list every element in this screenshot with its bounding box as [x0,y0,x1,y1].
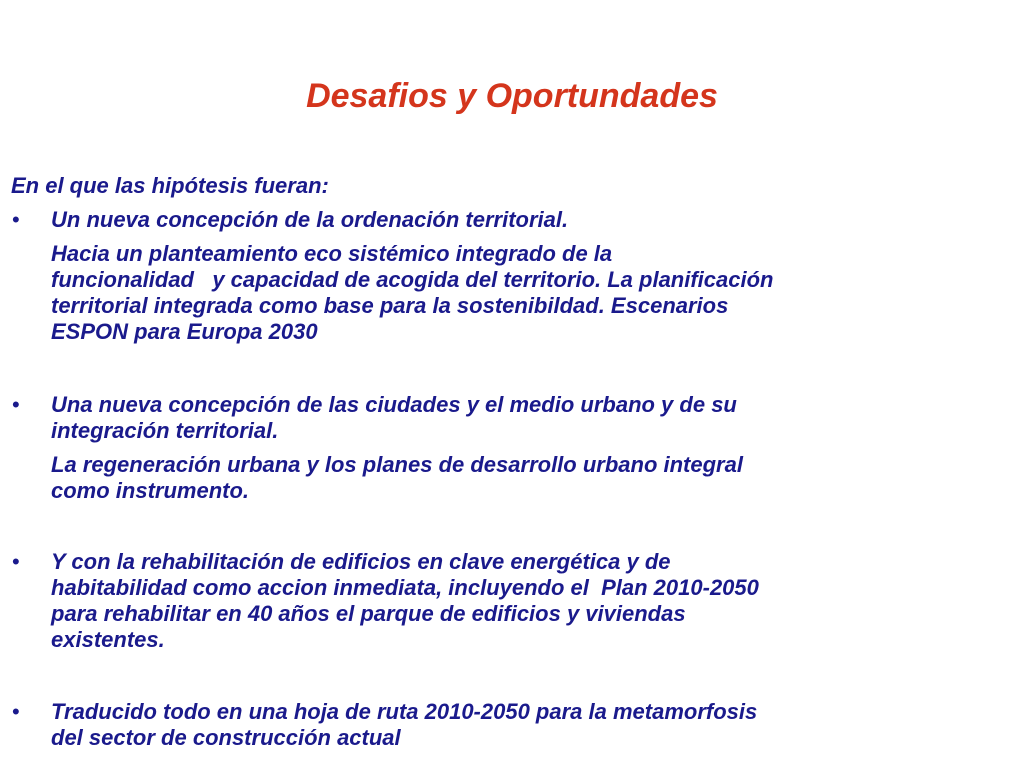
intro-text: En el que las hipótesis fueran: [11,173,329,198]
bullet-mark: • [12,207,20,232]
subtext-line: territorial integrada como base para la sostenibildad. Escenarios [51,293,729,318]
bullet-mark: • [12,699,20,724]
subtext-line: Hacia un planteamiento eco sistémico integrado de la [51,241,613,266]
bullet-line: Una nueva concepción de las ciudades y el medio urbano y de su [51,392,737,417]
bullet-line: existentes. [51,627,165,652]
bullet-line: del sector de construcción actual [51,725,401,750]
bullet-mark: • [12,392,20,417]
bullet-line: habitabilidad como accion inmediata, incluyendo el Plan 2010-2050 [51,575,759,600]
bullet-line: para rehabilitar en 40 años el parque de edificios y viviendas [51,601,686,626]
bullet-subtext [0,452,1000,504]
subtext-line: funcionalidad y capacidad de acogida del territorio. La planificación [51,267,774,292]
bullet-line: integración territorial. [51,418,279,443]
subtext-line: ESPON para Europa 2030 [51,319,318,344]
subtext-line: como instrumento. [51,478,250,503]
bullet-item-3 [0,549,1000,653]
bullet-line: Y con la rehabilitación de edificios en clave energética y de [51,549,671,574]
bullet-item-2 [0,392,1000,504]
slide-title: Desafios y Oportundades [306,77,718,115]
subtext-line: La regeneración urbana y los planes de desarrollo urbano integral [51,452,743,477]
bullet-item-1 [0,207,1000,345]
bullet-line: Traducido todo en una hoja de ruta 2010-2050 para la metamorfosis [51,699,758,724]
bullet-line: Un nueva concepción de la ordenación territorial. [51,207,569,232]
bullet-subtext [0,241,1000,345]
bullet-item-4 [0,699,1000,751]
bullet-mark: • [12,549,20,574]
